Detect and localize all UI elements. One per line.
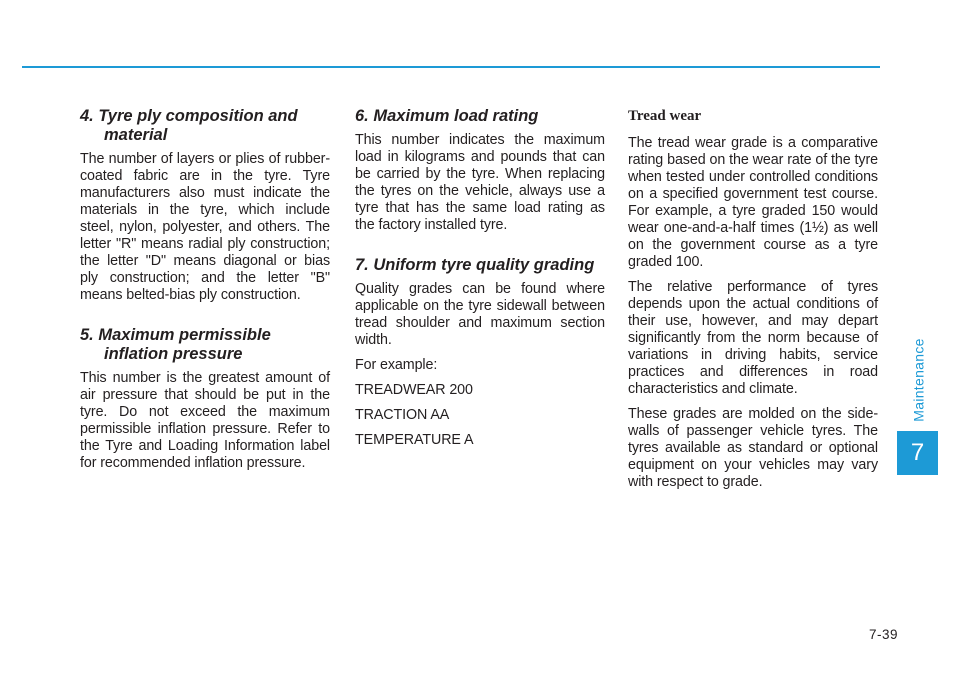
example-traction: TRACTION AA xyxy=(355,407,450,423)
paragraph-ply-composition: The number of layers or plies of rubber-coated fabric are in the tyre. Tyre manufacturers also must indicate the materials in the tyre, which include steel, nylon, polyester, and others. The letter "R" means radial ply construction; the letter "D" means diagonal or bias ply construction; and the letter "B" means belted-bias ply construction. xyxy=(80,151,330,303)
heading-ply-composition: 4. Tyre ply composition and material xyxy=(80,107,298,144)
paragraph-tread-wear-3: These grades are molded on the side-walls of passenger vehicle tyres. The tyres available as standard or optional equipment on your vehicles may vary with respect to grade. xyxy=(628,406,878,490)
paragraph-tread-wear-1: The tread wear grade is a comparative rating based on the wear rate of the tyre when tested under controlled conditions on a specified government test course. For example, a tyre graded 150 would wear one-and-a-half times (1½) as well on the government course as a tyre graded 100. xyxy=(628,135,878,270)
column-1 xyxy=(80,107,330,480)
paragraph-tread-wear-2: The relative performance of tyres depends upon the actual conditions of their use, however, and may depart significantly from the norm because of variations in driving habits, service practices and differences in road characteristics and climate. xyxy=(628,279,878,397)
section-label xyxy=(904,330,934,430)
page-number: 7-39 xyxy=(868,627,898,642)
column-2 xyxy=(355,107,605,457)
column-3 xyxy=(628,107,878,499)
header-rule xyxy=(22,66,880,68)
paragraph-max-load: This number indicates the maximum load in kilograms and pounds that can be carried by the tyre. When replacing the tyres on the vehicle, always use a tyre that has the same load rating as the factory installed tyre. xyxy=(355,132,605,233)
chapter-tab: 7 xyxy=(897,431,938,475)
paragraph-quality-grading: Quality grades can be found where applicable on the tyre sidewall between tread shoulder and maximum section width. xyxy=(355,281,605,348)
section-label-text: Maintenance xyxy=(911,338,927,422)
heading-tread-wear: Tread wear xyxy=(628,108,702,124)
heading-max-load: 6. Maximum load rating xyxy=(355,107,539,125)
example-temperature: TEMPERATURE A xyxy=(355,432,474,448)
example-label: For example: xyxy=(355,357,438,373)
heading-quality-grading: 7. Uniform tyre quality grading xyxy=(355,256,595,274)
heading-max-inflation: 5. Maximum permissible inflation pressure xyxy=(80,326,271,363)
example-treadwear: TREADWEAR 200 xyxy=(355,382,473,398)
paragraph-max-inflation: This number is the greatest amount of air pressure that should be put in the tyre. Do not exceed the maximum permissible inflation pressure. Refer to the Tyre and Loading Information label for recommended inflation pressure. xyxy=(80,370,330,471)
